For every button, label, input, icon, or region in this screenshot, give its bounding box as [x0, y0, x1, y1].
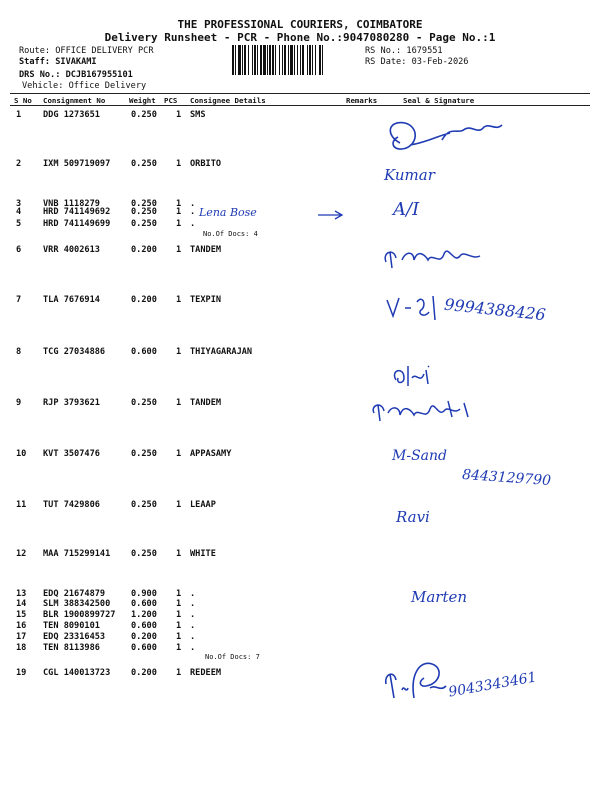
row-weight: 0.200 [131, 632, 157, 642]
row-pcs: 1 [176, 207, 182, 217]
row-consignment-no: BLR 1900899727 [43, 610, 116, 620]
barcode-bar [260, 45, 262, 75]
barcode-bar [279, 45, 280, 75]
barcode-bar [322, 45, 323, 75]
row-consignment-no: KVT 3507476 [43, 449, 100, 459]
row-consignment-no: TEN 8113986 [43, 643, 100, 653]
handwritten-phone-row-19: 9043343461 [447, 669, 538, 701]
row-sno: 19 [16, 668, 27, 678]
barcode-bar [252, 45, 253, 75]
barcode-bar [272, 45, 274, 75]
barcode-bar [257, 45, 258, 75]
col-pcs-header: PCS [164, 96, 178, 105]
row-sno: 9 [16, 398, 22, 408]
row-pcs: 1 [176, 500, 182, 510]
row-consignee: REDEEM [190, 668, 222, 678]
barcode-bar [302, 45, 304, 75]
row-consignment-no: TCG 27034886 [43, 347, 106, 357]
row-consignee: . [190, 589, 196, 599]
row-consignee: . [190, 621, 196, 631]
row-consignee: APPASAMY [190, 449, 232, 459]
signature-row-10: M-Sand [392, 448, 447, 464]
row-sno: 11 [16, 500, 27, 510]
col-remarks-header: Remarks [346, 96, 378, 105]
row-weight: 0.600 [131, 621, 157, 631]
row-consignee: . [190, 643, 196, 653]
row-pcs: 1 [176, 589, 182, 599]
row-weight: 0.250 [131, 207, 157, 217]
barcode-bar [248, 45, 249, 75]
row-consignment-no: SLM 388342500 [43, 599, 111, 609]
row-pcs: 1 [176, 632, 182, 642]
row-sno: 12 [16, 549, 27, 559]
row-consignee: WHITE [190, 549, 216, 559]
barcode-bar [288, 45, 289, 75]
row-consignment-no: HRD 741149692 [43, 207, 111, 217]
col-seal-header: Seal & Signature [403, 96, 475, 105]
row-weight: 0.900 [131, 589, 157, 599]
row-weight: 0.200 [131, 245, 157, 255]
row-consignee: TANDEM [190, 398, 222, 408]
row-pcs: 1 [176, 621, 182, 631]
row-consignee: THIYAGARAJAN [190, 347, 253, 357]
row-sno: 1 [16, 110, 22, 120]
row-weight: 0.600 [131, 643, 157, 653]
doc-count-note: No.Of Docs: 4 [203, 230, 258, 238]
row-pcs: 1 [176, 643, 182, 653]
row-sno: 6 [16, 245, 22, 255]
row-pcs: 1 [176, 449, 182, 459]
row-consignment-no: VRR 4002613 [43, 245, 100, 255]
doc-count-note: No.Of Docs: 7 [205, 653, 260, 661]
row-consignee: . [190, 599, 196, 609]
row-consignee: . [190, 219, 196, 229]
barcode-bar [232, 45, 234, 75]
company-title: THE PROFESSIONAL COURIERS, COIMBATORE [177, 18, 423, 31]
barcode-bar [254, 45, 256, 75]
row-pcs: 1 [176, 159, 182, 169]
barcode [232, 45, 362, 75]
row-consignment-no: CGL 140013723 [43, 668, 111, 678]
signature-row-11: Ravi [396, 508, 430, 526]
row-consignee: TANDEM [190, 245, 222, 255]
row-weight: 0.250 [131, 449, 157, 459]
barcode-bar [297, 45, 298, 75]
row-sno: 7 [16, 295, 22, 305]
row-weight: 0.250 [131, 110, 157, 120]
row-consignment-no: EDQ 23316453 [43, 632, 106, 642]
row-weight: 0.250 [131, 199, 157, 209]
row-weight: 0.250 [131, 398, 157, 408]
col-consignee-header: Consignee Details [190, 96, 266, 105]
drs-label: DRS No.: DCJB167955101 [19, 70, 133, 80]
col-weight-header: Weight [129, 96, 156, 105]
runsheet-subtitle: Delivery Runsheet - PCR - Phone No.:9047080280 - Page No.:1 [104, 31, 496, 44]
barcode-bar [312, 45, 313, 75]
row-consignment-no: TUT 7429806 [43, 500, 100, 510]
barcode-bar [300, 45, 301, 75]
header-top-rule [10, 93, 590, 94]
row-pcs: 1 [176, 599, 182, 609]
barcode-bar [315, 45, 316, 75]
barcode-bar [290, 45, 293, 75]
barcode-bar [263, 45, 266, 75]
row-consignment-no: TLA 7676914 [43, 295, 100, 305]
barcode-bar [307, 45, 308, 75]
row-weight: 0.250 [131, 500, 157, 510]
barcode-bar [244, 45, 246, 75]
row-consignee: . [190, 610, 196, 620]
barcode-bar [284, 45, 286, 75]
row-weight: 0.250 [131, 219, 157, 229]
row-sno: 13 [16, 589, 27, 599]
row-sno: 10 [16, 449, 27, 459]
rs-number: RS No.: 1679551 [365, 46, 443, 56]
row-consignee: ORBITO [190, 159, 222, 169]
row-consignee: . [190, 632, 196, 642]
row-consignee: TEXPIN [190, 295, 222, 305]
signature-row-8 [390, 360, 440, 390]
barcode-bar [235, 45, 236, 75]
rs-date: RS Date: 03-Feb-2026 [365, 57, 469, 67]
row-sno: 8 [16, 347, 22, 357]
row-weight: 0.200 [131, 668, 157, 678]
signature-row-1 [380, 115, 520, 165]
row-sno: 3 [16, 199, 22, 209]
row-sno: 16 [16, 621, 27, 631]
row-consignee: LEAAP [190, 500, 216, 510]
barcode-bar [267, 45, 268, 75]
row-consignment-no: RJP 3793621 [43, 398, 100, 408]
barcode-bar [319, 45, 321, 75]
row-weight: 0.200 [131, 295, 157, 305]
barcode-bar [238, 45, 241, 75]
row-sno: 4 [16, 207, 22, 217]
route-label: Route: OFFICE DELIVERY PCR [19, 46, 154, 56]
row-pcs: 1 [176, 347, 182, 357]
barcode-bar [275, 45, 276, 75]
row-sno: 18 [16, 643, 27, 653]
row-consignment-no: TEN 8090101 [43, 621, 100, 631]
row-weight: 0.600 [131, 347, 157, 357]
signature-row-19 [380, 654, 460, 704]
row-sno: 5 [16, 219, 22, 229]
signature-row-6 [380, 238, 490, 272]
row-consignment-no: MAA 715299141 [43, 549, 111, 559]
arrow-icon [316, 209, 346, 221]
handwritten-name-row-3-5: Lena Bose [199, 206, 257, 219]
col-sno-header: S No [14, 96, 32, 105]
row-pcs: 1 [176, 199, 182, 209]
row-consignee: . [190, 207, 196, 217]
signature-row-7 [383, 288, 443, 328]
row-pcs: 1 [176, 549, 182, 559]
barcode-bar [294, 45, 295, 75]
seal-row-3-5: A/I [393, 199, 420, 220]
signature-row-9 [368, 393, 478, 425]
row-pcs: 1 [176, 245, 182, 255]
handwritten-phone-row-7: 9994388426 [443, 294, 547, 325]
row-sno: 14 [16, 599, 27, 609]
signature-row-13-18: Marten [411, 588, 468, 606]
row-consignee: SMS [190, 110, 206, 120]
handwritten-phone-row-10: 8443129790 [461, 466, 552, 490]
header-bottom-rule [10, 105, 590, 106]
row-weight: 1.200 [131, 610, 157, 620]
staff-label: Staff: SIVAKAMI [19, 57, 97, 67]
row-pcs: 1 [176, 668, 182, 678]
col-consignment-header: Consignment No [43, 96, 106, 105]
row-sno: 15 [16, 610, 27, 620]
row-pcs: 1 [176, 398, 182, 408]
row-sno: 17 [16, 632, 27, 642]
row-consignment-no: IXM 509719097 [43, 159, 111, 169]
row-pcs: 1 [176, 610, 182, 620]
row-consignment-no: EDQ 21674879 [43, 589, 106, 599]
row-sno: 2 [16, 159, 22, 169]
barcode-bar [269, 45, 271, 75]
row-consignment-no: HRD 741149699 [43, 219, 111, 229]
barcode-bar [309, 45, 311, 75]
vehicle-label: Vehicle: Office Delivery [22, 81, 147, 91]
row-consignment-no: VNB 1118279 [43, 199, 100, 209]
row-weight: 0.600 [131, 599, 157, 609]
row-weight: 0.250 [131, 549, 157, 559]
row-consignment-no: DDG 1273651 [43, 110, 100, 120]
barcode-bar [282, 45, 283, 75]
row-pcs: 1 [176, 295, 182, 305]
row-weight: 0.250 [131, 159, 157, 169]
row-consignee: . [190, 199, 196, 209]
signature-row-2: Kumar [384, 166, 435, 184]
barcode-bar [242, 45, 243, 75]
row-pcs: 1 [176, 219, 182, 229]
row-pcs: 1 [176, 110, 182, 120]
